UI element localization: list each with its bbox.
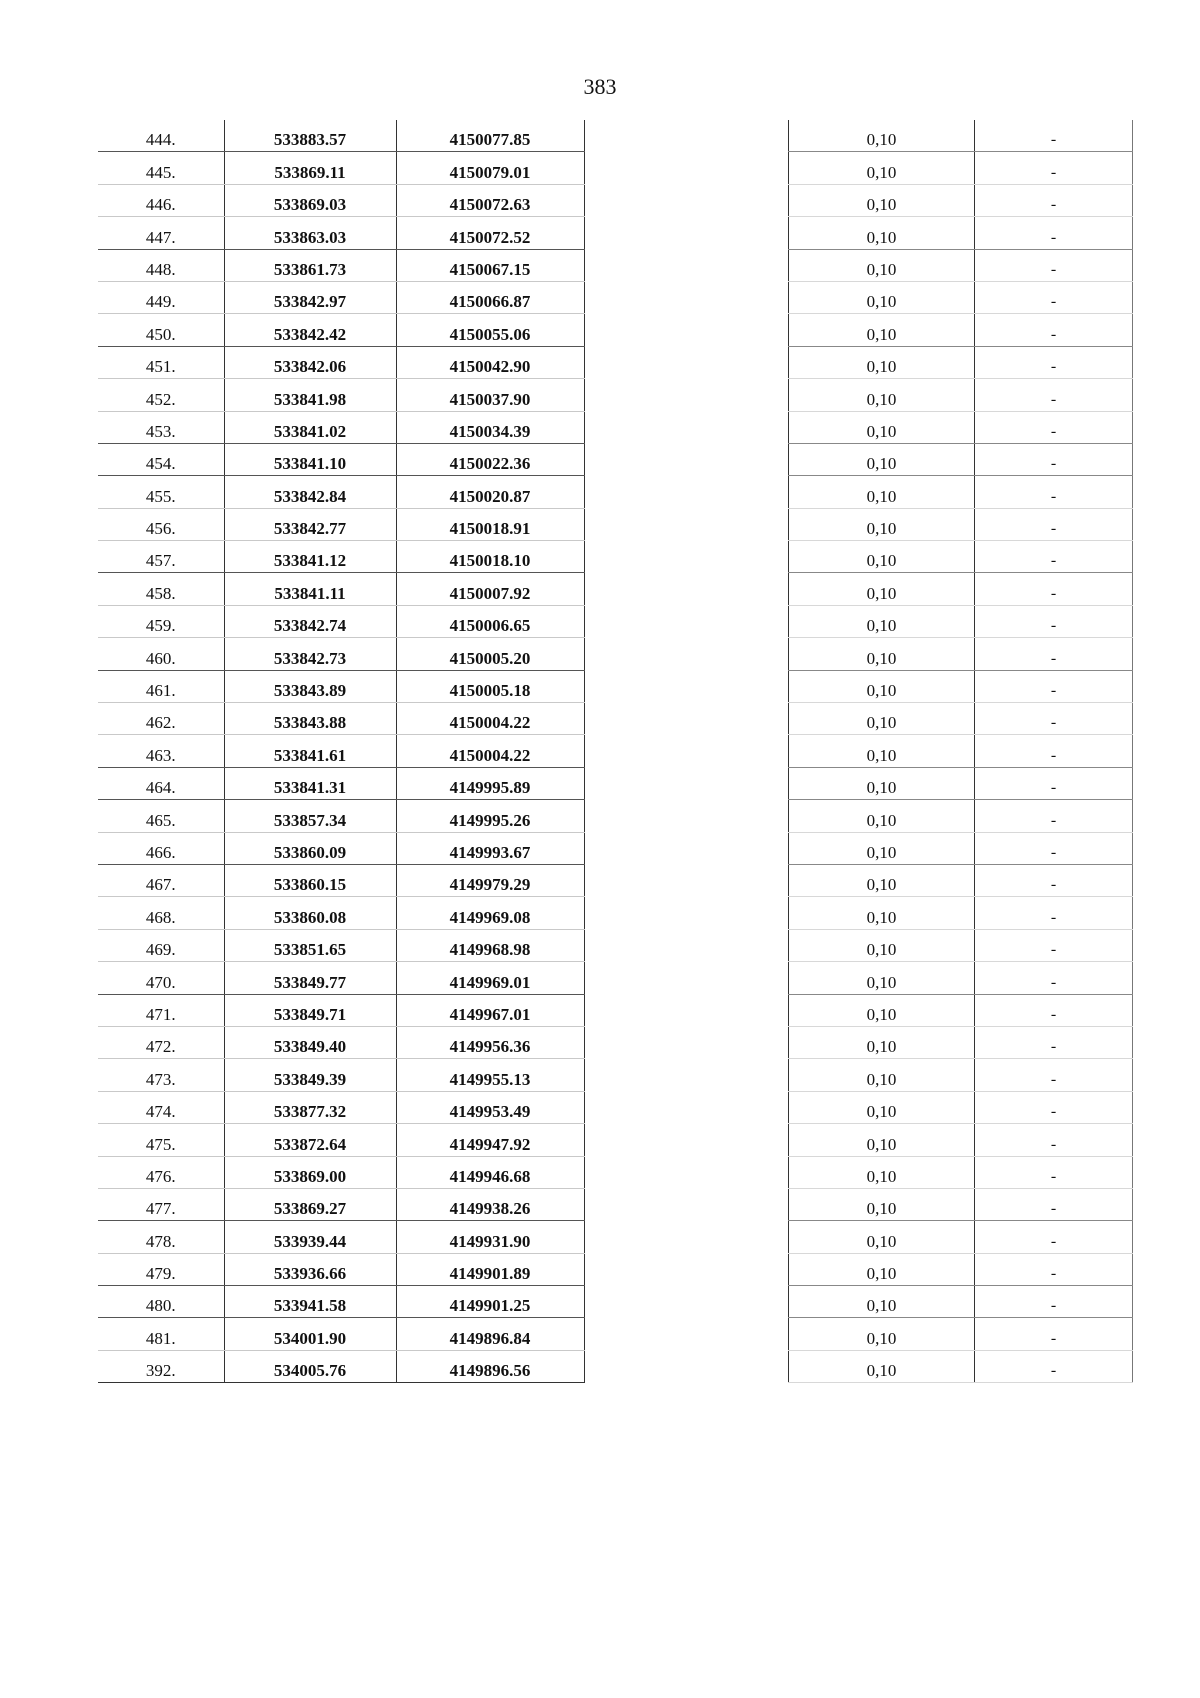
- accuracy-cell: 0,10: [789, 929, 975, 961]
- accuracy-cell: 0,10: [789, 735, 975, 767]
- note-cell: -: [975, 508, 1133, 540]
- point-number-cell: 460.: [98, 638, 224, 670]
- note-cell: -: [975, 152, 1133, 184]
- table-row: [789, 703, 1133, 735]
- table-row: [789, 605, 1133, 637]
- table-row: [789, 443, 1133, 475]
- accuracy-cell: 0,10: [789, 1318, 975, 1350]
- accuracy-cell: 0,10: [789, 638, 975, 670]
- y-coordinate-cell: 4149896.84: [396, 1318, 584, 1350]
- table-row: [789, 573, 1133, 605]
- y-coordinate-cell: 4149967.01: [396, 994, 584, 1026]
- x-coordinate-cell: 533851.65: [224, 929, 396, 961]
- point-number-cell: 392.: [98, 1350, 224, 1382]
- accuracy-cell: 0,10: [789, 1188, 975, 1220]
- note-cell: -: [975, 573, 1133, 605]
- accuracy-cell: 0,10: [789, 411, 975, 443]
- y-coordinate-cell: 4150018.91: [396, 508, 584, 540]
- point-number-cell: 465.: [98, 800, 224, 832]
- accuracy-cell: 0,10: [789, 573, 975, 605]
- note-cell: -: [975, 638, 1133, 670]
- table-row: [789, 152, 1133, 184]
- table-row: [789, 1253, 1133, 1285]
- x-coordinate-cell: 533843.88: [224, 703, 396, 735]
- point-number-cell: 455.: [98, 476, 224, 508]
- point-number-cell: 449.: [98, 281, 224, 313]
- table-row: [789, 800, 1133, 832]
- point-number-cell: 471.: [98, 994, 224, 1026]
- x-coordinate-cell: 533869.27: [224, 1188, 396, 1220]
- x-coordinate-cell: 533849.40: [224, 1026, 396, 1058]
- accuracy-cell: 0,10: [789, 508, 975, 540]
- note-cell: -: [975, 541, 1133, 573]
- note-cell: -: [975, 1350, 1133, 1382]
- accuracy-cell: 0,10: [789, 994, 975, 1026]
- x-coordinate-cell: 533842.42: [224, 314, 396, 346]
- x-coordinate-cell: 533869.03: [224, 184, 396, 216]
- accuracy-cell: 0,10: [789, 767, 975, 799]
- x-coordinate-cell: 533883.57: [224, 120, 396, 152]
- accuracy-cell: 0,10: [789, 1124, 975, 1156]
- point-number-cell: 461.: [98, 670, 224, 702]
- x-coordinate-cell: 533872.64: [224, 1124, 396, 1156]
- y-coordinate-cell: 4150004.22: [396, 735, 584, 767]
- table-row: [789, 1124, 1133, 1156]
- point-number-cell: 475.: [98, 1124, 224, 1156]
- point-number-cell: 478.: [98, 1221, 224, 1253]
- point-number-cell: 467.: [98, 864, 224, 896]
- table-row: [789, 1059, 1133, 1091]
- y-coordinate-cell: 4150079.01: [396, 152, 584, 184]
- y-coordinate-cell: 4150072.63: [396, 184, 584, 216]
- table-row: [98, 832, 584, 864]
- point-number-cell: 454.: [98, 443, 224, 475]
- note-cell: -: [975, 1059, 1133, 1091]
- x-coordinate-cell: 533936.66: [224, 1253, 396, 1285]
- x-coordinate-cell: 533869.11: [224, 152, 396, 184]
- table-row: [98, 929, 584, 961]
- x-coordinate-cell: 533857.34: [224, 800, 396, 832]
- table-row: [98, 541, 584, 573]
- point-number-cell: 456.: [98, 508, 224, 540]
- coordinates-table: [98, 120, 585, 1383]
- accuracy-cell: 0,10: [789, 670, 975, 702]
- table-row: [98, 638, 584, 670]
- accuracy-cell: 0,10: [789, 346, 975, 378]
- coordinates-table-body: [98, 120, 584, 1383]
- x-coordinate-cell: 533841.98: [224, 379, 396, 411]
- table-row: [98, 767, 584, 799]
- note-cell: -: [975, 346, 1133, 378]
- table-row: [98, 1091, 584, 1123]
- point-number-cell: 466.: [98, 832, 224, 864]
- table-row: [789, 508, 1133, 540]
- accuracy-cell: 0,10: [789, 1026, 975, 1058]
- accuracy-cell: 0,10: [789, 443, 975, 475]
- x-coordinate-cell: 533877.32: [224, 1091, 396, 1123]
- point-number-cell: 452.: [98, 379, 224, 411]
- table-row: [98, 800, 584, 832]
- point-number-cell: 468.: [98, 897, 224, 929]
- table-row: [789, 1221, 1133, 1253]
- table-row: [98, 735, 584, 767]
- note-cell: -: [975, 800, 1133, 832]
- note-cell: -: [975, 1026, 1133, 1058]
- point-number-cell: 480.: [98, 1286, 224, 1318]
- table-row: [98, 184, 584, 216]
- table-row: [789, 670, 1133, 702]
- accuracy-cell: 0,10: [789, 864, 975, 896]
- table-row: [98, 217, 584, 249]
- accuracy-cell: 0,10: [789, 152, 975, 184]
- point-number-cell: 479.: [98, 1253, 224, 1285]
- accuracy-cell: 0,10: [789, 1059, 975, 1091]
- note-cell: -: [975, 1286, 1133, 1318]
- point-number-cell: 457.: [98, 541, 224, 573]
- note-cell: -: [975, 184, 1133, 216]
- x-coordinate-cell: 534005.76: [224, 1350, 396, 1382]
- note-cell: -: [975, 929, 1133, 961]
- table-row: [789, 476, 1133, 508]
- table-row: [98, 994, 584, 1026]
- point-number-cell: 464.: [98, 767, 224, 799]
- y-coordinate-cell: 4149955.13: [396, 1059, 584, 1091]
- table-row: [789, 184, 1133, 216]
- y-coordinate-cell: 4150042.90: [396, 346, 584, 378]
- point-number-cell: 476.: [98, 1156, 224, 1188]
- y-coordinate-cell: 4149896.56: [396, 1350, 584, 1382]
- table-row: [789, 346, 1133, 378]
- point-number-cell: 473.: [98, 1059, 224, 1091]
- x-coordinate-cell: 533842.74: [224, 605, 396, 637]
- note-cell: -: [975, 897, 1133, 929]
- x-coordinate-cell: 533842.84: [224, 476, 396, 508]
- y-coordinate-cell: 4149931.90: [396, 1221, 584, 1253]
- note-cell: -: [975, 411, 1133, 443]
- accuracy-cell: 0,10: [789, 1091, 975, 1123]
- note-cell: -: [975, 994, 1133, 1026]
- x-coordinate-cell: 533842.73: [224, 638, 396, 670]
- note-cell: -: [975, 1156, 1133, 1188]
- note-cell: -: [975, 476, 1133, 508]
- point-number-cell: 463.: [98, 735, 224, 767]
- y-coordinate-cell: 4150004.22: [396, 703, 584, 735]
- table-row: [789, 929, 1133, 961]
- table-row: [789, 864, 1133, 896]
- y-coordinate-cell: 4150067.15: [396, 249, 584, 281]
- table-row: [789, 1026, 1133, 1058]
- accuracy-cell: 0,10: [789, 476, 975, 508]
- x-coordinate-cell: 533841.02: [224, 411, 396, 443]
- table-row: [789, 897, 1133, 929]
- table-row: [98, 670, 584, 702]
- accuracy-cell: 0,10: [789, 962, 975, 994]
- note-cell: -: [975, 1124, 1133, 1156]
- point-number-cell: 445.: [98, 152, 224, 184]
- y-coordinate-cell: 4149938.26: [396, 1188, 584, 1220]
- x-coordinate-cell: 534001.90: [224, 1318, 396, 1350]
- y-coordinate-cell: 4150020.87: [396, 476, 584, 508]
- point-number-cell: 446.: [98, 184, 224, 216]
- table-row: [789, 1286, 1133, 1318]
- page-number: 383: [583, 74, 617, 99]
- table-row: [98, 379, 584, 411]
- accuracy-table: [788, 120, 1133, 1383]
- y-coordinate-cell: 4149901.89: [396, 1253, 584, 1285]
- table-row: [789, 994, 1133, 1026]
- y-coordinate-cell: 4149995.89: [396, 767, 584, 799]
- table-row: [98, 281, 584, 313]
- point-number-cell: 470.: [98, 962, 224, 994]
- accuracy-cell: 0,10: [789, 1253, 975, 1285]
- point-number-cell: 448.: [98, 249, 224, 281]
- y-coordinate-cell: 4150072.52: [396, 217, 584, 249]
- x-coordinate-cell: 533841.61: [224, 735, 396, 767]
- x-coordinate-cell: 533841.31: [224, 767, 396, 799]
- note-cell: -: [975, 217, 1133, 249]
- note-cell: -: [975, 832, 1133, 864]
- table-row: [98, 703, 584, 735]
- y-coordinate-cell: 4150034.39: [396, 411, 584, 443]
- y-coordinate-cell: 4150018.10: [396, 541, 584, 573]
- table-row: [789, 832, 1133, 864]
- point-number-cell: 481.: [98, 1318, 224, 1350]
- y-coordinate-cell: 4150006.65: [396, 605, 584, 637]
- table-row: [789, 1318, 1133, 1350]
- x-coordinate-cell: 533860.09: [224, 832, 396, 864]
- table-row: [98, 1156, 584, 1188]
- accuracy-cell: 0,10: [789, 217, 975, 249]
- x-coordinate-cell: 533842.77: [224, 508, 396, 540]
- table-row: [789, 281, 1133, 313]
- note-cell: -: [975, 1221, 1133, 1253]
- note-cell: -: [975, 1318, 1133, 1350]
- accuracy-cell: 0,10: [789, 120, 975, 152]
- table-row: [98, 605, 584, 637]
- table-row: [789, 962, 1133, 994]
- accuracy-cell: 0,10: [789, 605, 975, 637]
- accuracy-cell: 0,10: [789, 314, 975, 346]
- accuracy-cell: 0,10: [789, 897, 975, 929]
- table-row: [98, 508, 584, 540]
- accuracy-cell: 0,10: [789, 1221, 975, 1253]
- table-row: [98, 1318, 584, 1350]
- accuracy-cell: 0,10: [789, 379, 975, 411]
- point-number-cell: 458.: [98, 573, 224, 605]
- table-row: [789, 767, 1133, 799]
- x-coordinate-cell: 533941.58: [224, 1286, 396, 1318]
- point-number-cell: 477.: [98, 1188, 224, 1220]
- y-coordinate-cell: 4149946.68: [396, 1156, 584, 1188]
- table-row: [789, 249, 1133, 281]
- table-row: [789, 1156, 1133, 1188]
- y-coordinate-cell: 4150005.20: [396, 638, 584, 670]
- note-cell: -: [975, 120, 1133, 152]
- note-cell: -: [975, 605, 1133, 637]
- table-row: [98, 1188, 584, 1220]
- table-row: [98, 1221, 584, 1253]
- y-coordinate-cell: 4150066.87: [396, 281, 584, 313]
- x-coordinate-cell: 533841.11: [224, 573, 396, 605]
- table-row: [789, 120, 1133, 152]
- x-coordinate-cell: 533939.44: [224, 1221, 396, 1253]
- note-cell: -: [975, 670, 1133, 702]
- y-coordinate-cell: 4150077.85: [396, 120, 584, 152]
- note-cell: -: [975, 1091, 1133, 1123]
- x-coordinate-cell: 533849.39: [224, 1059, 396, 1091]
- y-coordinate-cell: 4149979.29: [396, 864, 584, 896]
- table-row: [98, 1059, 584, 1091]
- point-number-cell: 451.: [98, 346, 224, 378]
- x-coordinate-cell: 533861.73: [224, 249, 396, 281]
- table-row: [789, 638, 1133, 670]
- x-coordinate-cell: 533849.77: [224, 962, 396, 994]
- table-row: [789, 735, 1133, 767]
- point-number-cell: 444.: [98, 120, 224, 152]
- note-cell: -: [975, 735, 1133, 767]
- table-row: [98, 1253, 584, 1285]
- point-number-cell: 472.: [98, 1026, 224, 1058]
- note-cell: -: [975, 703, 1133, 735]
- point-number-cell: 450.: [98, 314, 224, 346]
- accuracy-cell: 0,10: [789, 1156, 975, 1188]
- point-number-cell: 459.: [98, 605, 224, 637]
- y-coordinate-cell: 4149995.26: [396, 800, 584, 832]
- note-cell: -: [975, 962, 1133, 994]
- table-row: [98, 1286, 584, 1318]
- table-row: [98, 864, 584, 896]
- table-row: [98, 1124, 584, 1156]
- x-coordinate-cell: 533849.71: [224, 994, 396, 1026]
- table-row: [789, 217, 1133, 249]
- table-row: [789, 1188, 1133, 1220]
- note-cell: -: [975, 314, 1133, 346]
- y-coordinate-cell: 4149969.01: [396, 962, 584, 994]
- note-cell: -: [975, 379, 1133, 411]
- y-coordinate-cell: 4150005.18: [396, 670, 584, 702]
- accuracy-cell: 0,10: [789, 281, 975, 313]
- point-number-cell: 462.: [98, 703, 224, 735]
- table-row: [98, 249, 584, 281]
- accuracy-cell: 0,10: [789, 1350, 975, 1382]
- y-coordinate-cell: 4149956.36: [396, 1026, 584, 1058]
- y-coordinate-cell: 4149993.67: [396, 832, 584, 864]
- table-row: [789, 1350, 1133, 1382]
- x-coordinate-cell: 533869.00: [224, 1156, 396, 1188]
- y-coordinate-cell: 4149969.08: [396, 897, 584, 929]
- x-coordinate-cell: 533860.15: [224, 864, 396, 896]
- accuracy-cell: 0,10: [789, 800, 975, 832]
- accuracy-cell: 0,10: [789, 703, 975, 735]
- y-coordinate-cell: 4150007.92: [396, 573, 584, 605]
- note-cell: -: [975, 1188, 1133, 1220]
- y-coordinate-cell: 4149968.98: [396, 929, 584, 961]
- table-row: [789, 1091, 1133, 1123]
- accuracy-cell: 0,10: [789, 832, 975, 864]
- note-cell: -: [975, 443, 1133, 475]
- table-row: [98, 897, 584, 929]
- y-coordinate-cell: 4149901.25: [396, 1286, 584, 1318]
- note-cell: -: [975, 281, 1133, 313]
- y-coordinate-cell: 4150022.36: [396, 443, 584, 475]
- x-coordinate-cell: 533841.12: [224, 541, 396, 573]
- table-row: [98, 120, 584, 152]
- point-number-cell: 453.: [98, 411, 224, 443]
- table-row: [98, 152, 584, 184]
- accuracy-cell: 0,10: [789, 249, 975, 281]
- accuracy-table-body: [789, 120, 1133, 1383]
- table-row: [98, 314, 584, 346]
- table-row: [98, 1026, 584, 1058]
- x-coordinate-cell: 533860.08: [224, 897, 396, 929]
- x-coordinate-cell: 533842.97: [224, 281, 396, 313]
- y-coordinate-cell: 4149953.49: [396, 1091, 584, 1123]
- x-coordinate-cell: 533841.10: [224, 443, 396, 475]
- table-row: [98, 1350, 584, 1382]
- y-coordinate-cell: 4150055.06: [396, 314, 584, 346]
- table-row: [789, 379, 1133, 411]
- y-coordinate-cell: 4150037.90: [396, 379, 584, 411]
- accuracy-cell: 0,10: [789, 541, 975, 573]
- point-number-cell: 447.: [98, 217, 224, 249]
- point-number-cell: 474.: [98, 1091, 224, 1123]
- point-number-cell: 469.: [98, 929, 224, 961]
- x-coordinate-cell: 533842.06: [224, 346, 396, 378]
- note-cell: -: [975, 1253, 1133, 1285]
- x-coordinate-cell: 533863.03: [224, 217, 396, 249]
- table-row: [98, 411, 584, 443]
- x-coordinate-cell: 533843.89: [224, 670, 396, 702]
- table-row: [98, 443, 584, 475]
- accuracy-cell: 0,10: [789, 1286, 975, 1318]
- table-row: [98, 573, 584, 605]
- table-row: [98, 476, 584, 508]
- table-row: [98, 962, 584, 994]
- note-cell: -: [975, 249, 1133, 281]
- table-row: [98, 346, 584, 378]
- y-coordinate-cell: 4149947.92: [396, 1124, 584, 1156]
- table-row: [789, 411, 1133, 443]
- table-row: [789, 314, 1133, 346]
- table-row: [789, 541, 1133, 573]
- accuracy-cell: 0,10: [789, 184, 975, 216]
- note-cell: -: [975, 864, 1133, 896]
- note-cell: -: [975, 767, 1133, 799]
